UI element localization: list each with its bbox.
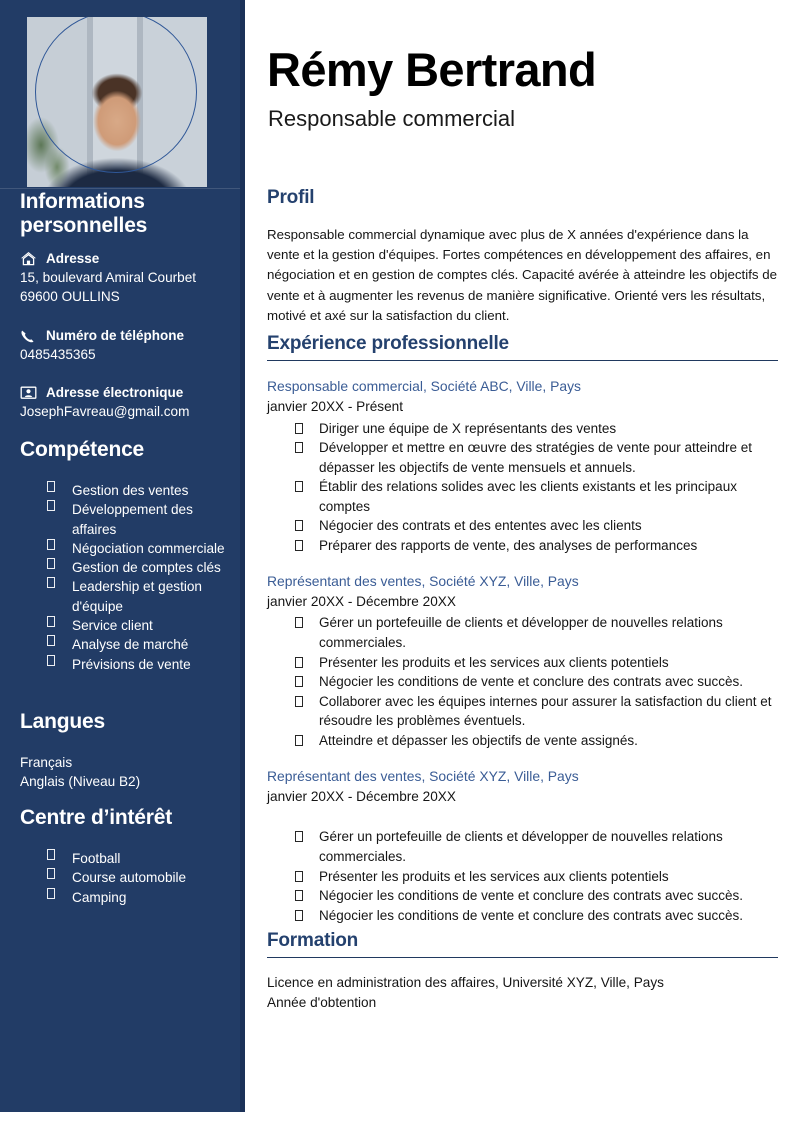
bullet-box-icon	[295, 481, 303, 492]
profile-text: Responsable commercial dynamique avec plus de X années d'expérience dans la vente et la gestion d'équipes. Fortes compétences en développement des affaires, en négociation et en gestion de comptes clés. Capacité avérée à atteindre les objectifs de vente et à augmenter les revenus de manière significative. Orienté vers les résultats, motivé et axé sur la satisfaction du client.	[267, 226, 778, 323]
bullet-text: Négocier les conditions de vente et conclure des contrats avec succès.	[319, 907, 743, 923]
contact-address-line-2: 69600 OULLINS	[20, 288, 120, 304]
bullet-box-icon	[295, 520, 303, 531]
bullet-text: Présenter les produits et les services aux clients potentiels	[319, 868, 669, 884]
list-item	[267, 827, 778, 866]
list-item	[47, 481, 237, 500]
list-item	[267, 536, 778, 556]
bullet-text: Négocier les conditions de vente et conclure des contrats avec succès.	[319, 674, 743, 690]
experience-job-title: Responsable commercial, Société ABC, Ville, Pays	[267, 378, 581, 395]
list-item	[267, 886, 778, 906]
experience-job-title: Représentant des ventes, Société XYZ, Ville, Pays	[267, 768, 579, 785]
experience-job-title: Représentant des ventes, Société XYZ, Ville, Pays	[267, 573, 579, 590]
profile-photo	[27, 17, 207, 187]
list-item	[267, 438, 778, 477]
bullet-box-icon	[47, 868, 55, 879]
list-item	[47, 655, 237, 674]
bullet-text: Établir des relations solides avec les clients existants et les principaux comptes	[319, 479, 737, 514]
profile-photo-image	[27, 17, 207, 187]
experience-heading-rule	[267, 360, 778, 362]
bullet-box-icon	[47, 481, 55, 492]
list-item	[47, 558, 237, 577]
skills-heading	[20, 438, 144, 462]
skill-label: Analyse de marché	[72, 637, 189, 653]
header-job-title: Responsable commercial	[268, 106, 515, 131]
education-year: Année d'obtention	[267, 995, 377, 1011]
list-item	[267, 906, 778, 926]
contact-phone	[20, 327, 235, 365]
bullet-text: Gérer un portefeuille de clients et développer de nouvelles relations commerciales.	[319, 615, 723, 651]
bullet-box-icon	[47, 655, 55, 666]
bullet-box-icon	[47, 577, 55, 588]
contact-address-label: Adresse	[46, 251, 100, 266]
bullet-text: Négocier les conditions de vente et conclure des contrats avec succès.	[319, 888, 743, 904]
skill-label: Négociation commerciale	[72, 540, 225, 556]
section-education	[267, 931, 778, 1013]
interest-label: Football	[72, 851, 121, 866]
bullet-box-icon	[47, 888, 55, 899]
list-item	[47, 849, 237, 868]
contact-address-line-1: 15, boulevard Amiral Courbet	[20, 270, 197, 285]
section-profile	[267, 188, 778, 326]
languages-heading-text: Langues	[20, 710, 105, 733]
interest-label: Camping	[72, 889, 127, 905]
skill-label: Développement des affaires	[72, 502, 193, 537]
contact-phone-number: 0485435365	[20, 347, 96, 362]
language-item: Anglais (Niveau B2)	[20, 774, 141, 790]
interests-list	[47, 849, 237, 907]
skills-heading-text: Compétence	[20, 438, 145, 461]
contact-email-address: JosephFavreau@gmail.com	[20, 404, 190, 419]
skills-list	[47, 481, 237, 674]
experience-heading: Expérience professionnelle	[267, 333, 509, 354]
list-item	[267, 731, 778, 751]
home-icon	[20, 250, 37, 267]
bullet-box-icon	[295, 696, 303, 707]
list-item	[47, 577, 237, 616]
list-item	[47, 888, 237, 907]
interests-heading	[20, 806, 172, 830]
bullet-box-icon	[295, 676, 303, 687]
bullet-box-icon	[295, 540, 303, 551]
list-item	[47, 868, 237, 887]
education-heading: Formation	[267, 930, 359, 951]
main-content	[245, 0, 795, 1124]
list-item	[267, 653, 778, 673]
list-item	[267, 692, 778, 731]
bullet-box-icon	[295, 423, 303, 434]
bullet-box-icon	[47, 635, 55, 646]
skill-label: Leadership et gestion d'équipe	[72, 579, 202, 614]
bullet-box-icon	[295, 910, 303, 921]
bullet-text: Diriger une équipe de X représentants des ventes	[319, 420, 617, 436]
list-item	[267, 613, 778, 652]
skill-label: Gestion des ventes	[72, 483, 189, 498]
contact-address	[20, 250, 235, 307]
phone-icon	[20, 327, 37, 344]
experience-entry	[267, 572, 778, 750]
bullet-box-icon	[47, 849, 55, 860]
list-item	[47, 539, 237, 558]
list-item	[267, 867, 778, 887]
bullet-text: Développer et mettre en œuvre des stratégies de vente pour atteindre et dépasser les objectifs de vente mensuels et annuels.	[319, 440, 752, 475]
skill-label: Gestion de comptes clés	[72, 560, 221, 576]
list-item	[267, 516, 778, 536]
contact-email	[20, 384, 235, 422]
experience-job-dates: janvier 20XX - Présent	[267, 399, 404, 415]
list-item	[47, 500, 237, 539]
list-item	[47, 635, 237, 654]
bullet-box-icon	[295, 657, 303, 668]
list-item	[47, 616, 237, 635]
contact-email-label-row	[20, 384, 235, 401]
contact-email-label: Adresse électronique	[46, 385, 184, 400]
bullet-box-icon	[47, 558, 55, 569]
languages-heading	[20, 710, 105, 734]
bullet-box-icon	[47, 616, 55, 627]
skill-label: Prévisions de vente	[72, 656, 191, 672]
list-item	[267, 419, 778, 439]
personal-info-heading	[20, 190, 225, 239]
bullet-box-icon	[47, 500, 55, 511]
contact-phone-label: Numéro de téléphone	[46, 328, 185, 343]
bullet-text: Préparer des rapports de vente, des analyses de performances	[319, 537, 698, 553]
list-item	[267, 477, 778, 516]
bullet-box-icon	[295, 871, 303, 882]
bullet-box-icon	[295, 617, 303, 628]
experience-entry	[267, 377, 778, 555]
experience-bullets	[267, 613, 778, 750]
bullet-text: Collaborer avec les équipes internes pour assurer la satisfaction du client et résoudre les problèmes éventuels.	[319, 693, 772, 729]
experience-entry	[267, 767, 778, 925]
profile-heading: Profil	[267, 187, 315, 208]
interests-heading-text: Centre d’intérêt	[20, 806, 172, 829]
bullet-text: Atteindre et dépasser les objectifs de vente assignés.	[319, 732, 638, 748]
bullet-text: Négocier des contrats et des ententes avec les clients	[319, 518, 642, 534]
contact-address-label-row	[20, 250, 235, 267]
skill-label: Service client	[72, 618, 153, 634]
education-heading-rule	[267, 957, 778, 959]
bullet-text: Présenter les produits et les services aux clients potentiels	[319, 654, 669, 670]
page-title: Rémy Bertrand	[267, 43, 597, 96]
interest-label: Course automobile	[72, 870, 187, 886]
experience-bullets	[267, 419, 778, 556]
languages-list	[20, 753, 220, 792]
sidebar	[0, 0, 245, 1112]
education-degree: Licence en administration des affaires, Université XYZ, Ville, Pays	[267, 975, 664, 991]
experience-job-dates: janvier 20XX - Décembre 20XX	[267, 789, 456, 805]
bullet-text: Gérer un portefeuille de clients et développer de nouvelles relations commerciales.	[319, 829, 723, 865]
experience-job-dates: janvier 20XX - Décembre 20XX	[267, 594, 456, 610]
section-experience	[267, 334, 778, 925]
experience-bullets	[267, 827, 778, 925]
bullet-box-icon	[295, 890, 303, 901]
bullet-box-icon	[295, 735, 303, 746]
bullet-box-icon	[47, 539, 55, 550]
contact-phone-label-row	[20, 327, 235, 344]
bullet-box-icon	[295, 442, 303, 453]
list-item	[267, 672, 778, 692]
sidebar-photo-divider	[0, 188, 240, 189]
email-icon	[20, 384, 37, 401]
bullet-box-icon	[295, 831, 303, 842]
language-item: Français	[20, 755, 73, 770]
personal-info-heading-text: Informations personnelles	[20, 190, 148, 238]
